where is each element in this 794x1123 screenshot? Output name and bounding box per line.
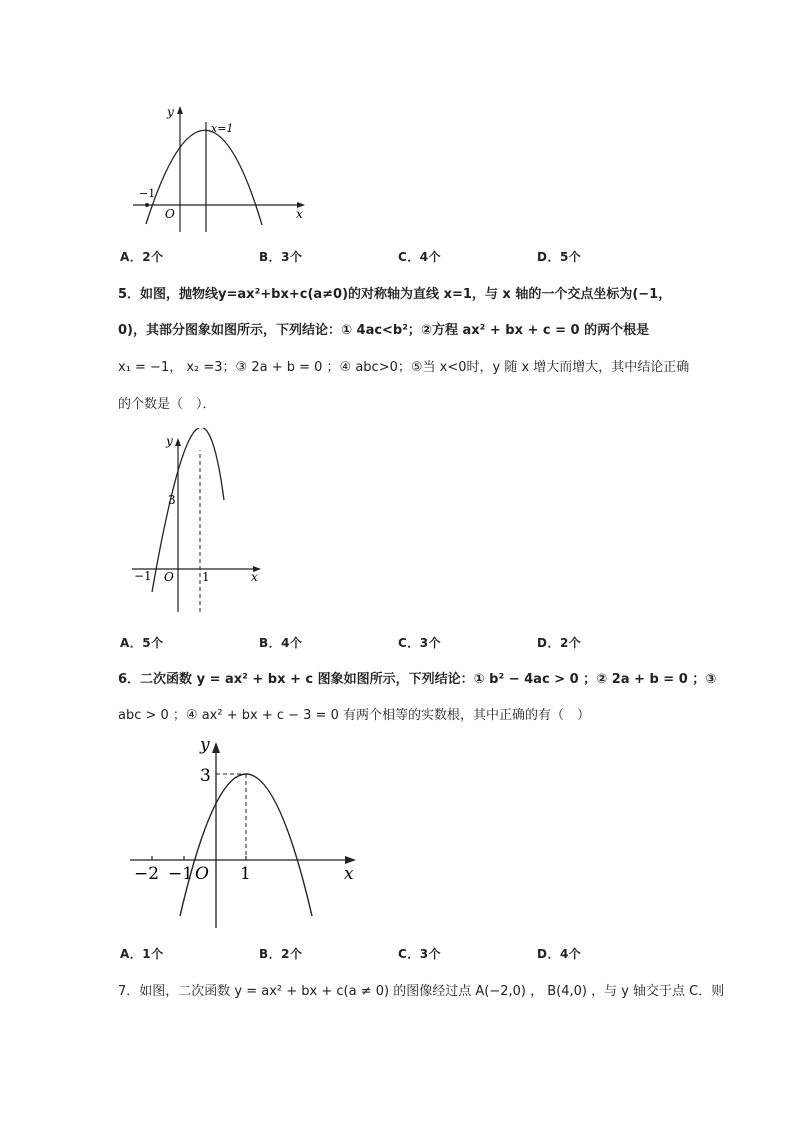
q5-option-b[interactable]: B．4个	[259, 636, 303, 650]
graph1-x-label: x	[296, 207, 303, 221]
graph3-origin: O	[195, 864, 209, 884]
q6-option-c[interactable]: C．3个	[398, 947, 442, 961]
graph2-label-3: 3	[168, 493, 176, 507]
graph1-y-label: y	[167, 105, 174, 119]
graph1-origin: O	[165, 207, 175, 221]
q5-option-a[interactable]: A．5个	[120, 636, 164, 650]
q6-line-2: abc > 0 ；④ ax² + bx + c − 3 = 0 有两个相等的实数根，其中正确的有（ ）	[118, 708, 590, 723]
graph2-label-1: 1	[202, 570, 210, 584]
graph3-label-1: 1	[240, 864, 251, 884]
q7-line-1: 7．如图，二次函数 y = ax² + bx + c(a ≠ 0) 的图像经过点 A(−2,0) ， B(4,0) ，与 y 轴交于点 C．则	[118, 984, 725, 999]
q4-option-c[interactable]: C．4个	[398, 250, 442, 264]
graph-1	[125, 98, 315, 238]
graph-3	[128, 730, 368, 932]
graph2-origin: O	[164, 570, 174, 584]
graph3-label-neg1: −1	[168, 864, 194, 884]
graph3-label-3: 3	[200, 766, 211, 786]
q5-line-2: 0)，其部分图象如图所示，下列结论：① 4ac<b²；②方程 ax² + bx + c = 0 的两个根是	[118, 323, 650, 338]
q4-option-a[interactable]: A．2个	[120, 250, 164, 264]
graph2-y-label: y	[166, 434, 173, 448]
q5-option-c[interactable]: C．3个	[398, 636, 442, 650]
graph1-neg1-label: −1	[139, 187, 156, 200]
q4-option-d[interactable]: D．5个	[537, 250, 582, 264]
graph-2	[128, 428, 268, 618]
graph3-label-neg2: −2	[134, 864, 160, 884]
q5-option-d[interactable]: D．2个	[537, 636, 582, 650]
graph2-label-neg1: −1	[134, 569, 152, 583]
graph1-symmetry-label: x=1	[211, 122, 234, 135]
graph3-y-label: y	[200, 735, 210, 755]
q6-option-b[interactable]: B．2个	[259, 947, 303, 961]
q6-option-d[interactable]: D．4个	[537, 947, 582, 961]
q4-option-b[interactable]: B．3个	[259, 250, 303, 264]
q6-option-a[interactable]: A．1个	[120, 947, 164, 961]
graph3-x-label: x	[344, 864, 354, 884]
q5-line-1: 5．如图，抛物线y=ax²+bx+c(a≠0)的对称轴为直线 x=1，与 x 轴的一个交点坐标为(−1，	[118, 287, 672, 302]
q5-line-3: x₁ = −1， x₂ =3；③ 2a + b = 0 ；④ abc>0；⑤当 x<0时，y 随 x 增大而增大，其中结论正确	[118, 360, 690, 375]
graph2-x-label: x	[251, 570, 258, 584]
q6-line-1: 6．二次函数 y = ax² + bx + c 图象如图所示，下列结论：① b² − 4ac > 0 ；② 2a + b = 0 ；③	[118, 672, 717, 687]
q5-line-4: 的个数是（ ）．	[118, 397, 216, 412]
